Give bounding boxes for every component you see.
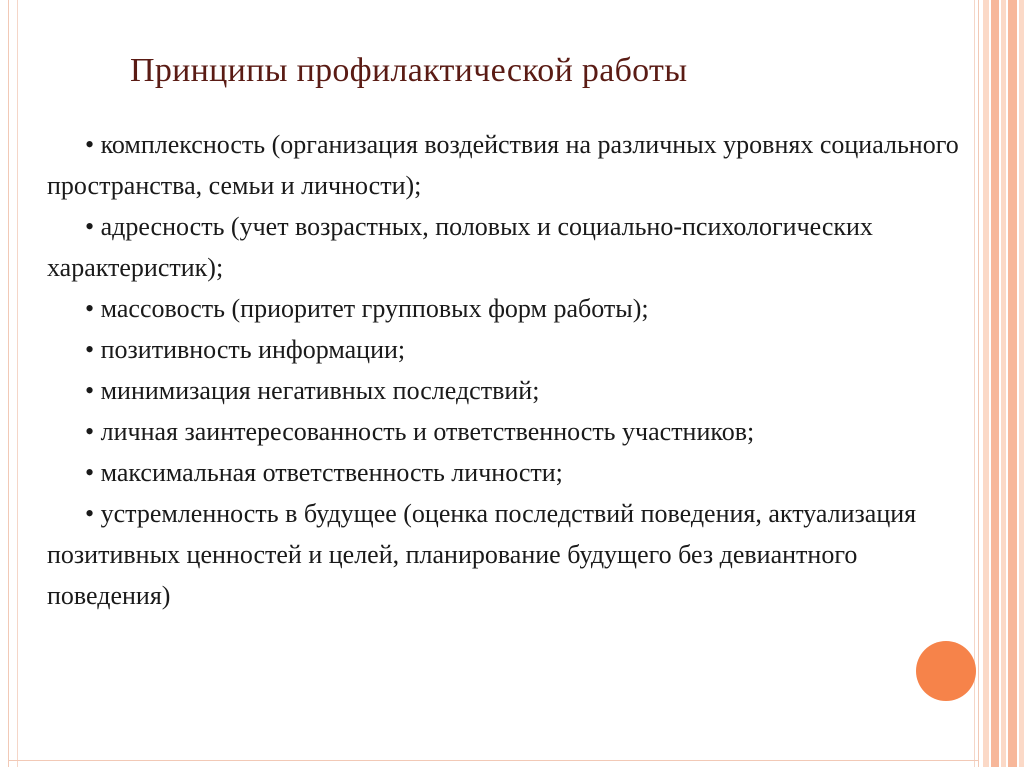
decorative-stripes	[983, 0, 1024, 767]
list-item: • массовость (приоритет групповых форм работы);	[85, 294, 649, 323]
decorative-circle	[916, 641, 976, 701]
list-item: • позитивность информации;	[85, 335, 406, 364]
list-item: • комплексность (организация воздействия на различных уровнях социального пространства, семьи и личности);	[47, 130, 959, 200]
slide-frame-bottom-line	[8, 760, 979, 761]
stripe	[1001, 0, 1006, 767]
stripe	[1008, 0, 1017, 767]
stripe	[983, 0, 989, 767]
list-item: • устремленность в будущее (оценка последствий поведения, актуализация позитивных ценностей и целей, планирование будущего без девиантного поведения)	[47, 499, 917, 610]
list-item: • максимальная ответственность личности;	[85, 458, 563, 487]
slide-title: Принципы профилактической работы	[130, 52, 688, 89]
list-item: • минимизация негативных последствий;	[85, 376, 540, 405]
list-item: • адресность (учет возрастных, половых и социально-психологических характеристик);	[47, 212, 873, 282]
slide-body	[47, 124, 962, 616]
slide-frame-right-line	[974, 0, 975, 767]
stripe	[1019, 0, 1024, 767]
stripe	[991, 0, 999, 767]
list-item: • личная заинтересованность и ответственность участников;	[85, 417, 755, 446]
